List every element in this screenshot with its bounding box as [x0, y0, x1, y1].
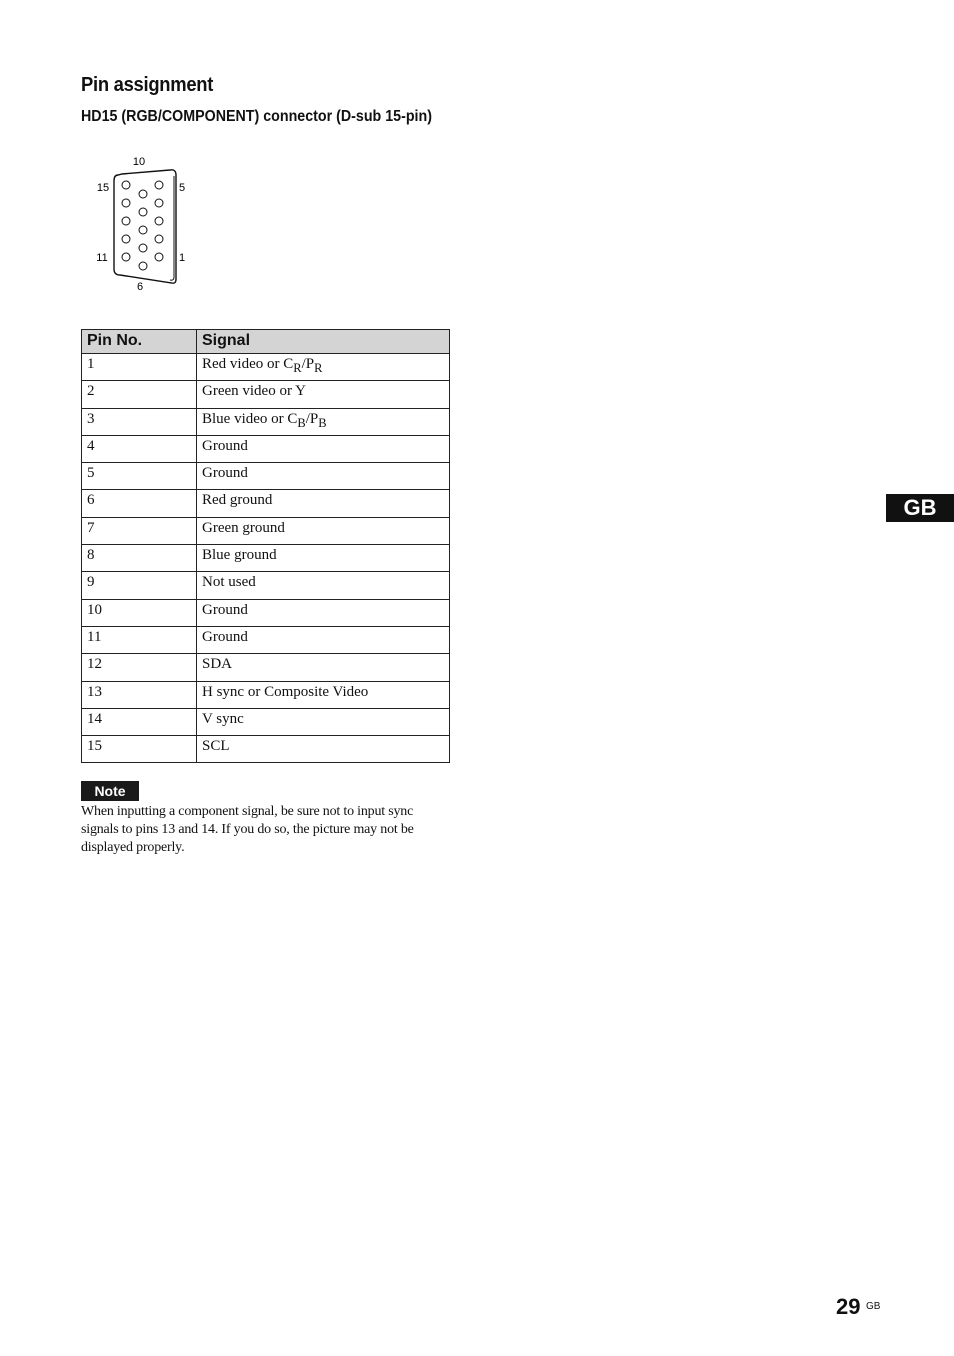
pin-number: 1: [82, 354, 197, 381]
pin-number: 15: [82, 736, 197, 763]
pin-signal: Ground: [197, 463, 450, 490]
note-text: When inputting a component signal, be sure not to input sync signals to pins 13 and 14. If you do so, the picture may not be displayed properly.: [81, 804, 414, 855]
table-row: [82, 354, 450, 381]
table-row: [82, 626, 450, 653]
pin-hole-1: [155, 253, 163, 261]
pin-signal: Ground: [197, 599, 450, 626]
pin-signal: H sync or Composite Video: [197, 681, 450, 708]
pin-hole-8: [139, 226, 147, 234]
pin-assignment-table: [81, 329, 450, 763]
table-header-row: [82, 330, 450, 354]
pin-number: 13: [82, 681, 197, 708]
pin-signal: SCL: [197, 736, 450, 763]
pin-hole-5: [155, 181, 163, 189]
pin-hole-12: [122, 235, 130, 243]
pin-label-11: 11: [96, 252, 108, 264]
pin-signal: Ground: [197, 435, 450, 462]
pin-label-6: 6: [136, 281, 144, 293]
pin-signal: Green video or Y: [197, 381, 450, 408]
hd15-connector-diagram: [88, 150, 198, 295]
pin-label-1: 1: [178, 252, 186, 264]
pin-signal: Red video or $C_R/P_R$: [197, 354, 450, 381]
pin-signal: Red ground: [197, 490, 450, 517]
pin-signal: V sync: [197, 708, 450, 735]
page-number: 29: [836, 1294, 861, 1319]
pin-hole-13: [122, 217, 130, 225]
note-badge: Note: [81, 781, 139, 801]
pin-hole-14: [122, 199, 130, 207]
table-row: [82, 463, 450, 490]
page-heading: Pin assignment: [81, 74, 214, 96]
pin-signal: Not used: [197, 572, 450, 599]
table-row: [82, 408, 450, 435]
column-header-pin-no: Pin No.: [82, 330, 197, 354]
pin-number: 6: [82, 490, 197, 517]
pin-number: 5: [82, 463, 197, 490]
pin-label-15: 15: [96, 182, 110, 194]
connector-subheading: HD15 (RGB/COMPONENT) connector (D-sub 15-pin): [81, 108, 432, 125]
pin-number: 2: [82, 381, 197, 408]
pin-holes: [122, 181, 163, 270]
table-row: [82, 517, 450, 544]
table-row: [82, 545, 450, 572]
pin-number: 8: [82, 545, 197, 572]
pin-number: 11: [82, 626, 197, 653]
pin-number: 14: [82, 708, 197, 735]
pin-hole-15: [122, 181, 130, 189]
table-row: [82, 736, 450, 763]
table-row: [82, 654, 450, 681]
pin-hole-10: [139, 190, 147, 198]
pin-hole-6: [139, 262, 147, 270]
pin-hole-11: [122, 253, 130, 261]
language-tab: GB: [886, 494, 954, 522]
connector-shell-shadow: [170, 176, 174, 280]
table-row: [82, 435, 450, 462]
table-row: [82, 381, 450, 408]
pin-number: 7: [82, 517, 197, 544]
pin-number: 10: [82, 599, 197, 626]
table-row: [82, 490, 450, 517]
pin-hole-7: [139, 244, 147, 252]
table-row: [82, 599, 450, 626]
pin-number: 9: [82, 572, 197, 599]
column-header-signal: Signal: [197, 330, 450, 354]
pin-hole-3: [155, 217, 163, 225]
pin-label-10: 10: [132, 156, 146, 168]
pin-hole-4: [155, 199, 163, 207]
pin-signal: SDA: [197, 654, 450, 681]
pin-number: 12: [82, 654, 197, 681]
pin-signal: Blue ground: [197, 545, 450, 572]
pin-number: 3: [82, 408, 197, 435]
pin-signal: Blue video or $C_B/P_B$: [197, 408, 450, 435]
pin-hole-2: [155, 235, 163, 243]
pin-label-5: 5: [178, 182, 186, 194]
pin-signal: Green ground: [197, 517, 450, 544]
table-row: [82, 708, 450, 735]
pin-signal: Ground: [197, 626, 450, 653]
page-number-suffix: GB: [866, 1301, 881, 1312]
table-row: [82, 681, 450, 708]
pin-hole-9: [139, 208, 147, 216]
table-row: [82, 572, 450, 599]
pin-number: 4: [82, 435, 197, 462]
